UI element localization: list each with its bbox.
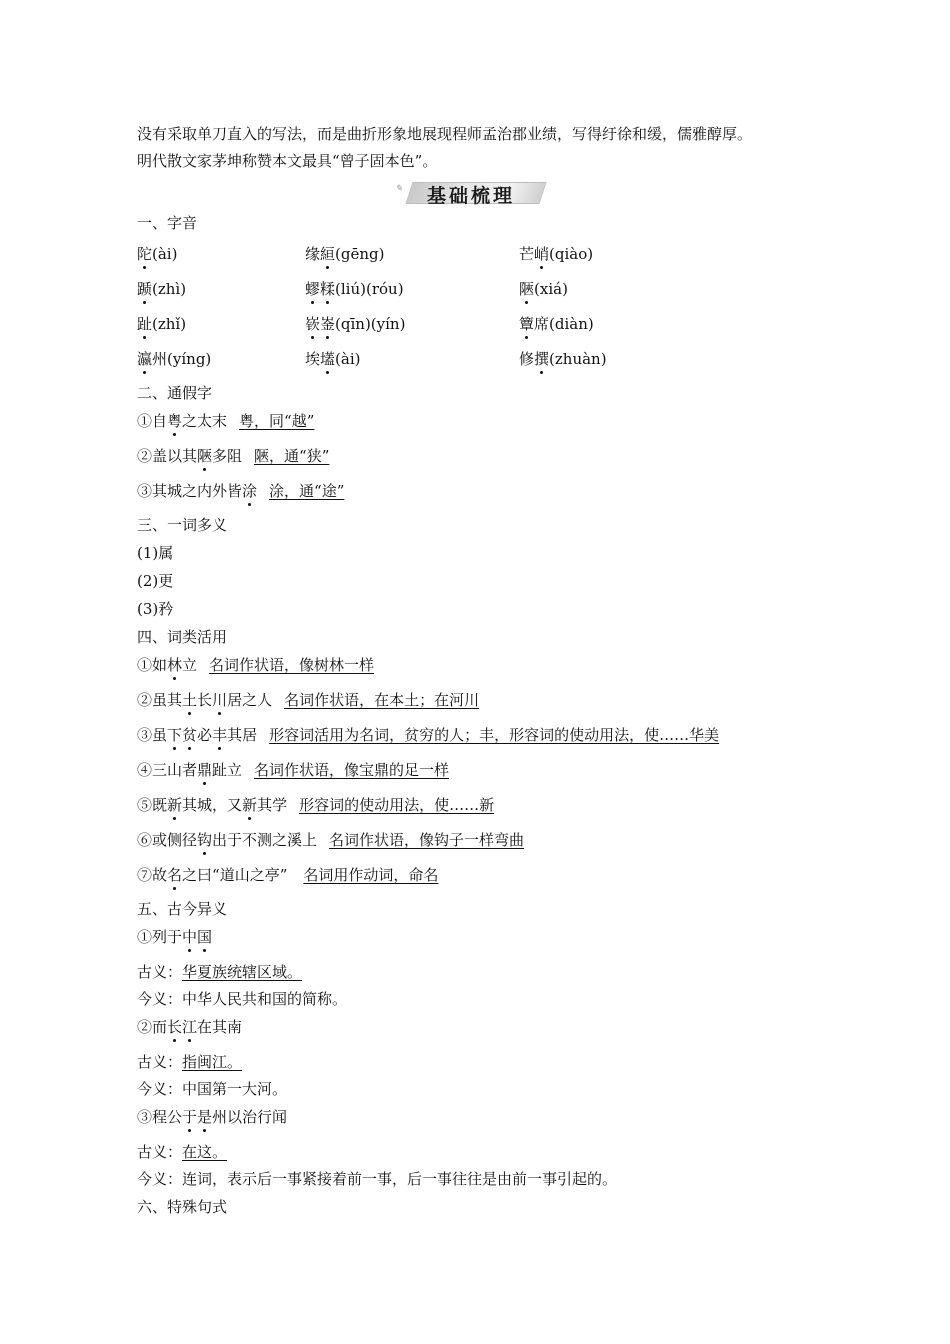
word-class-item: ④三山者鼎趾立 名词作状语，像宝鼎的足一样 [137,761,450,779]
section-heading-polysemy: 三、一词多义 [137,516,228,534]
banner-title: 基础梳理 [426,185,515,207]
word-class-item: ③虽下贫必丰其居 形容词活用为名词，贫穷的人；丰，形容词的使动用法，使……华美 [137,726,720,744]
ancient-meaning: 古义：指闽江。 [137,1053,243,1071]
polysemy-item: (1)属 [137,544,174,562]
pinyin-entry: 芒峭(qiào) [519,245,594,263]
ancient-modern-item: ②而长江在其南 [137,1018,243,1036]
pinyin-entry: 嵚崟(qīn)(yín) [305,315,406,333]
ancient-meaning: 古义：在这。 [137,1143,228,1161]
ancient-modern-item: ③程公于是州以治行闻 [137,1108,288,1126]
polysemy-item: (3)矜 [137,600,174,618]
section-heading-loan-characters: 二、通假字 [137,384,213,402]
word-class-item: ②虽其土长川居之人 名词作状语，在本土；在河川 [137,691,480,709]
section-banner [395,178,547,206]
ancient-modern-item: ①列于中国 [137,928,213,946]
pinyin-entry: 修撰(zhuàn) [519,350,607,368]
word-class-item: ⑥或侧径钩出于不测之溪上 名词作状语，像钩子一样弯曲 [137,831,525,849]
pinyin-entry: 埃壒(ài) [305,350,361,368]
modern-meaning: 今义：中国第一大河。 [137,1080,288,1098]
banner-decoration-icon: ✎ [395,184,403,194]
section-heading-pronunciation: 一、字音 [137,214,198,232]
pinyin-entry: 踬(zhì) [137,280,187,298]
word-class-item: ⑤既新其城，又新其学 形容词的使动用法，使……新 [137,796,495,814]
pinyin-entry: 陀(ài) [137,245,178,263]
loan-item: ②盖以其陿多阻 陿，通“狭” [137,447,330,465]
modern-meaning: 今义：中华人民共和国的简称。 [137,990,348,1008]
section-heading-ancient-modern: 五、古今异义 [137,900,228,918]
word-class-item: ⑦故名之曰“道山之亭” 名词用作动词，命名 [137,866,439,884]
loan-item: ③其城之内外皆涂 涂，通“途” [137,482,345,500]
pinyin-entry: 陿(xiá) [519,280,568,298]
intro-line-1: 没有采取单刀直入的写法，而是曲折形象地展现程师孟治郡业绩，写得纡徐和缓，儒雅醇厚。 [137,125,753,143]
section-heading-word-class: 四、词类活用 [137,628,228,646]
section-heading-special-sentences: 六、特殊句式 [137,1198,228,1216]
intro-line-2: 明代散文家茅坤称赞本文最具“曾子固本色”。 [137,152,438,170]
loan-item: ①自粤之太末 粤，同“越” [137,412,315,430]
ancient-meaning: 古义：华夏族统辖区域。 [137,963,303,981]
polysemy-item: (2)更 [137,572,174,590]
modern-meaning: 今义：连词，表示后一事紧接着前一事，后一事往往是由前一事引起的。 [137,1170,618,1188]
pinyin-entry: 缘絙(gēng) [305,245,385,263]
word-class-item: ①如林立 名词作状语，像树林一样 [137,656,375,674]
pinyin-entry: 簟席(diàn) [519,315,594,333]
pinyin-entry: 瀛州(yíng) [137,350,212,368]
pinyin-entry: 趾(zhǐ) [137,315,187,333]
pinyin-entry: 蟉糅(liú)(róu) [305,280,404,298]
